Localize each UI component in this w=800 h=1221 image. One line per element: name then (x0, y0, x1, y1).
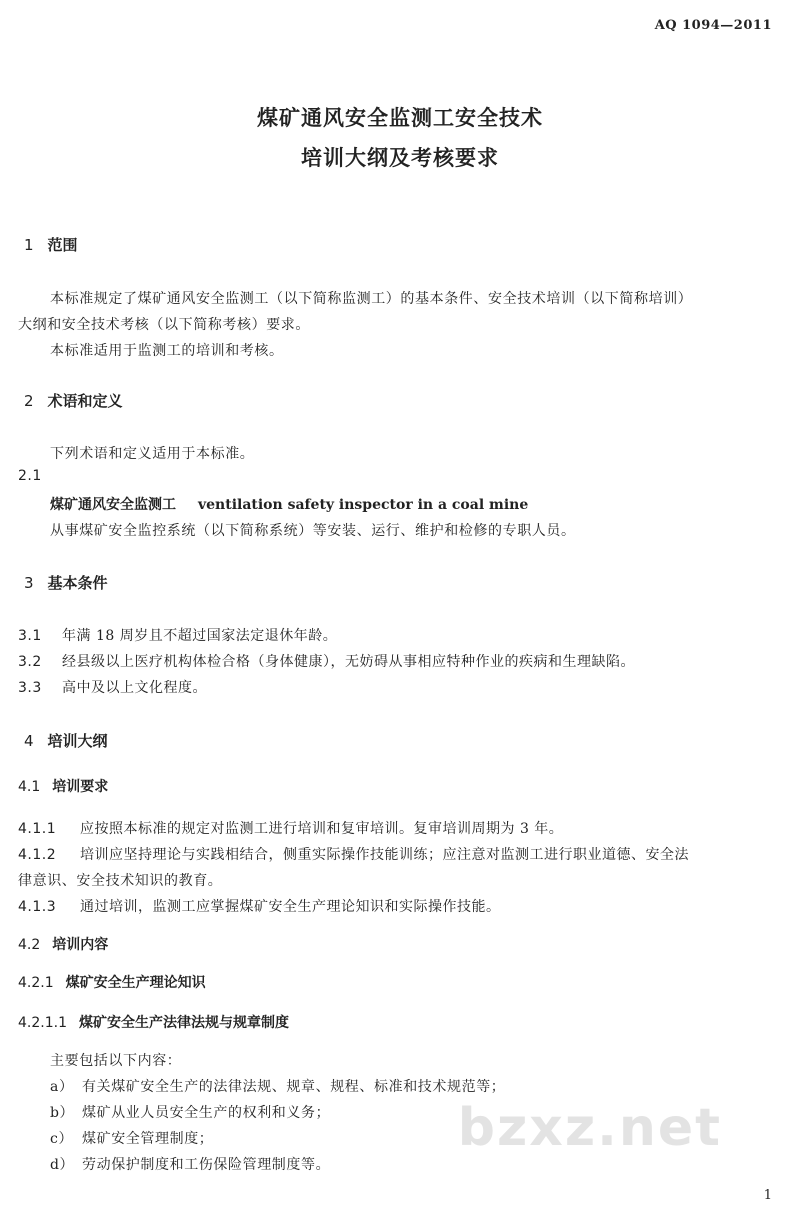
section-title: 范围 (47, 236, 78, 254)
standard-code: AQ 1094—2011 (654, 18, 772, 33)
clause-3-3: 3.3 高中及以上文化程度。 (18, 680, 207, 696)
watermark: bzxz.net (457, 1098, 722, 1158)
section-title: 基本条件 (47, 574, 108, 592)
subsection-4-2-1-heading: 4.2.1 煤矿安全生产理论知识 (18, 975, 206, 991)
clause-3-1: 3.1 年满 18 周岁且不超过国家法定退休年龄。 (18, 628, 338, 644)
clause-3-2: 3.2 经县级以上医疗机构体检合格（身体健康），无妨碍从事相应特种作业的疾病和生理缺陷。 (18, 654, 635, 670)
section-number: 4 (24, 732, 34, 750)
document-title-line-1: 煤矿通风安全监测工安全技术 (257, 106, 543, 130)
section-number: 3 (24, 574, 34, 592)
scope-paragraph-line-1: 本标准规定了煤矿通风安全监测工（以下简称监测工）的基本条件、安全技术培训（以下简称培训） (50, 291, 693, 307)
section-4-heading (24, 730, 108, 751)
subsection-4-2-1-1-heading: 4.2.1.1 煤矿安全生产法律法规与规章制度 (18, 1015, 289, 1031)
scope-paragraph-2: 本标准适用于监测工的培训和考核。 (50, 343, 284, 359)
clause-4-1-3: 4.1.3 通过培训，监测工应掌握煤矿安全生产理论知识和实际操作技能。 (18, 899, 501, 915)
subsection-4-1-heading: 4.1 培训要求 (18, 779, 109, 795)
section-number: 1 (24, 236, 34, 254)
term-chinese: 煤矿通风安全监测工 (50, 497, 176, 513)
scope-paragraph-line-2: 大纲和安全技术考核（以下简称考核）要求。 (18, 317, 310, 333)
term-english: ventilation safety inspector in a coal mine (198, 497, 529, 513)
section-1-heading (24, 234, 78, 255)
page-number: 1 (763, 1188, 772, 1203)
list-intro: 主要包括以下内容： (50, 1053, 182, 1069)
section-title: 培训大纲 (47, 732, 108, 750)
section-2-heading (24, 390, 123, 411)
clause-4-1-2-continued: 律意识、安全技术知识的教育。 (18, 873, 223, 889)
clause-4-1-1: 4.1.1 应按照本标准的规定对监测工进行培训和复审培训。复审培训周期为 3 年。 (18, 821, 564, 837)
terms-intro: 下列术语和定义适用于本标准。 (50, 446, 255, 462)
subsection-4-2-heading: 4.2 培训内容 (18, 937, 109, 953)
list-item-c: c） 煤矿安全管理制度； (50, 1131, 214, 1147)
term-definition: 从事煤矿安全监控系统（以下简称系统）等安装、运行、维护和检修的专职人员。 (50, 523, 576, 539)
section-3-heading (24, 572, 108, 593)
section-title: 术语和定义 (47, 392, 123, 410)
clause-4-1-2: 4.1.2 培训应坚持理论与实践相结合，侧重实际操作技能训练；应注意对监测工进行职业道德、安全法 (18, 847, 689, 863)
term-number: 2.1 (18, 468, 42, 484)
term-entry (50, 494, 528, 514)
list-item-a: a） 有关煤矿安全生产的法律法规、规章、规程、标准和技术规范等； (50, 1079, 506, 1095)
document-title-line-2: 培训大纲及考核要求 (301, 146, 499, 170)
list-item-b: b） 煤矿从业人员安全生产的权利和义务； (50, 1105, 331, 1121)
list-item-d: d） 劳动保护制度和工伤保险管理制度等。 (50, 1157, 331, 1173)
section-number: 2 (24, 392, 34, 410)
